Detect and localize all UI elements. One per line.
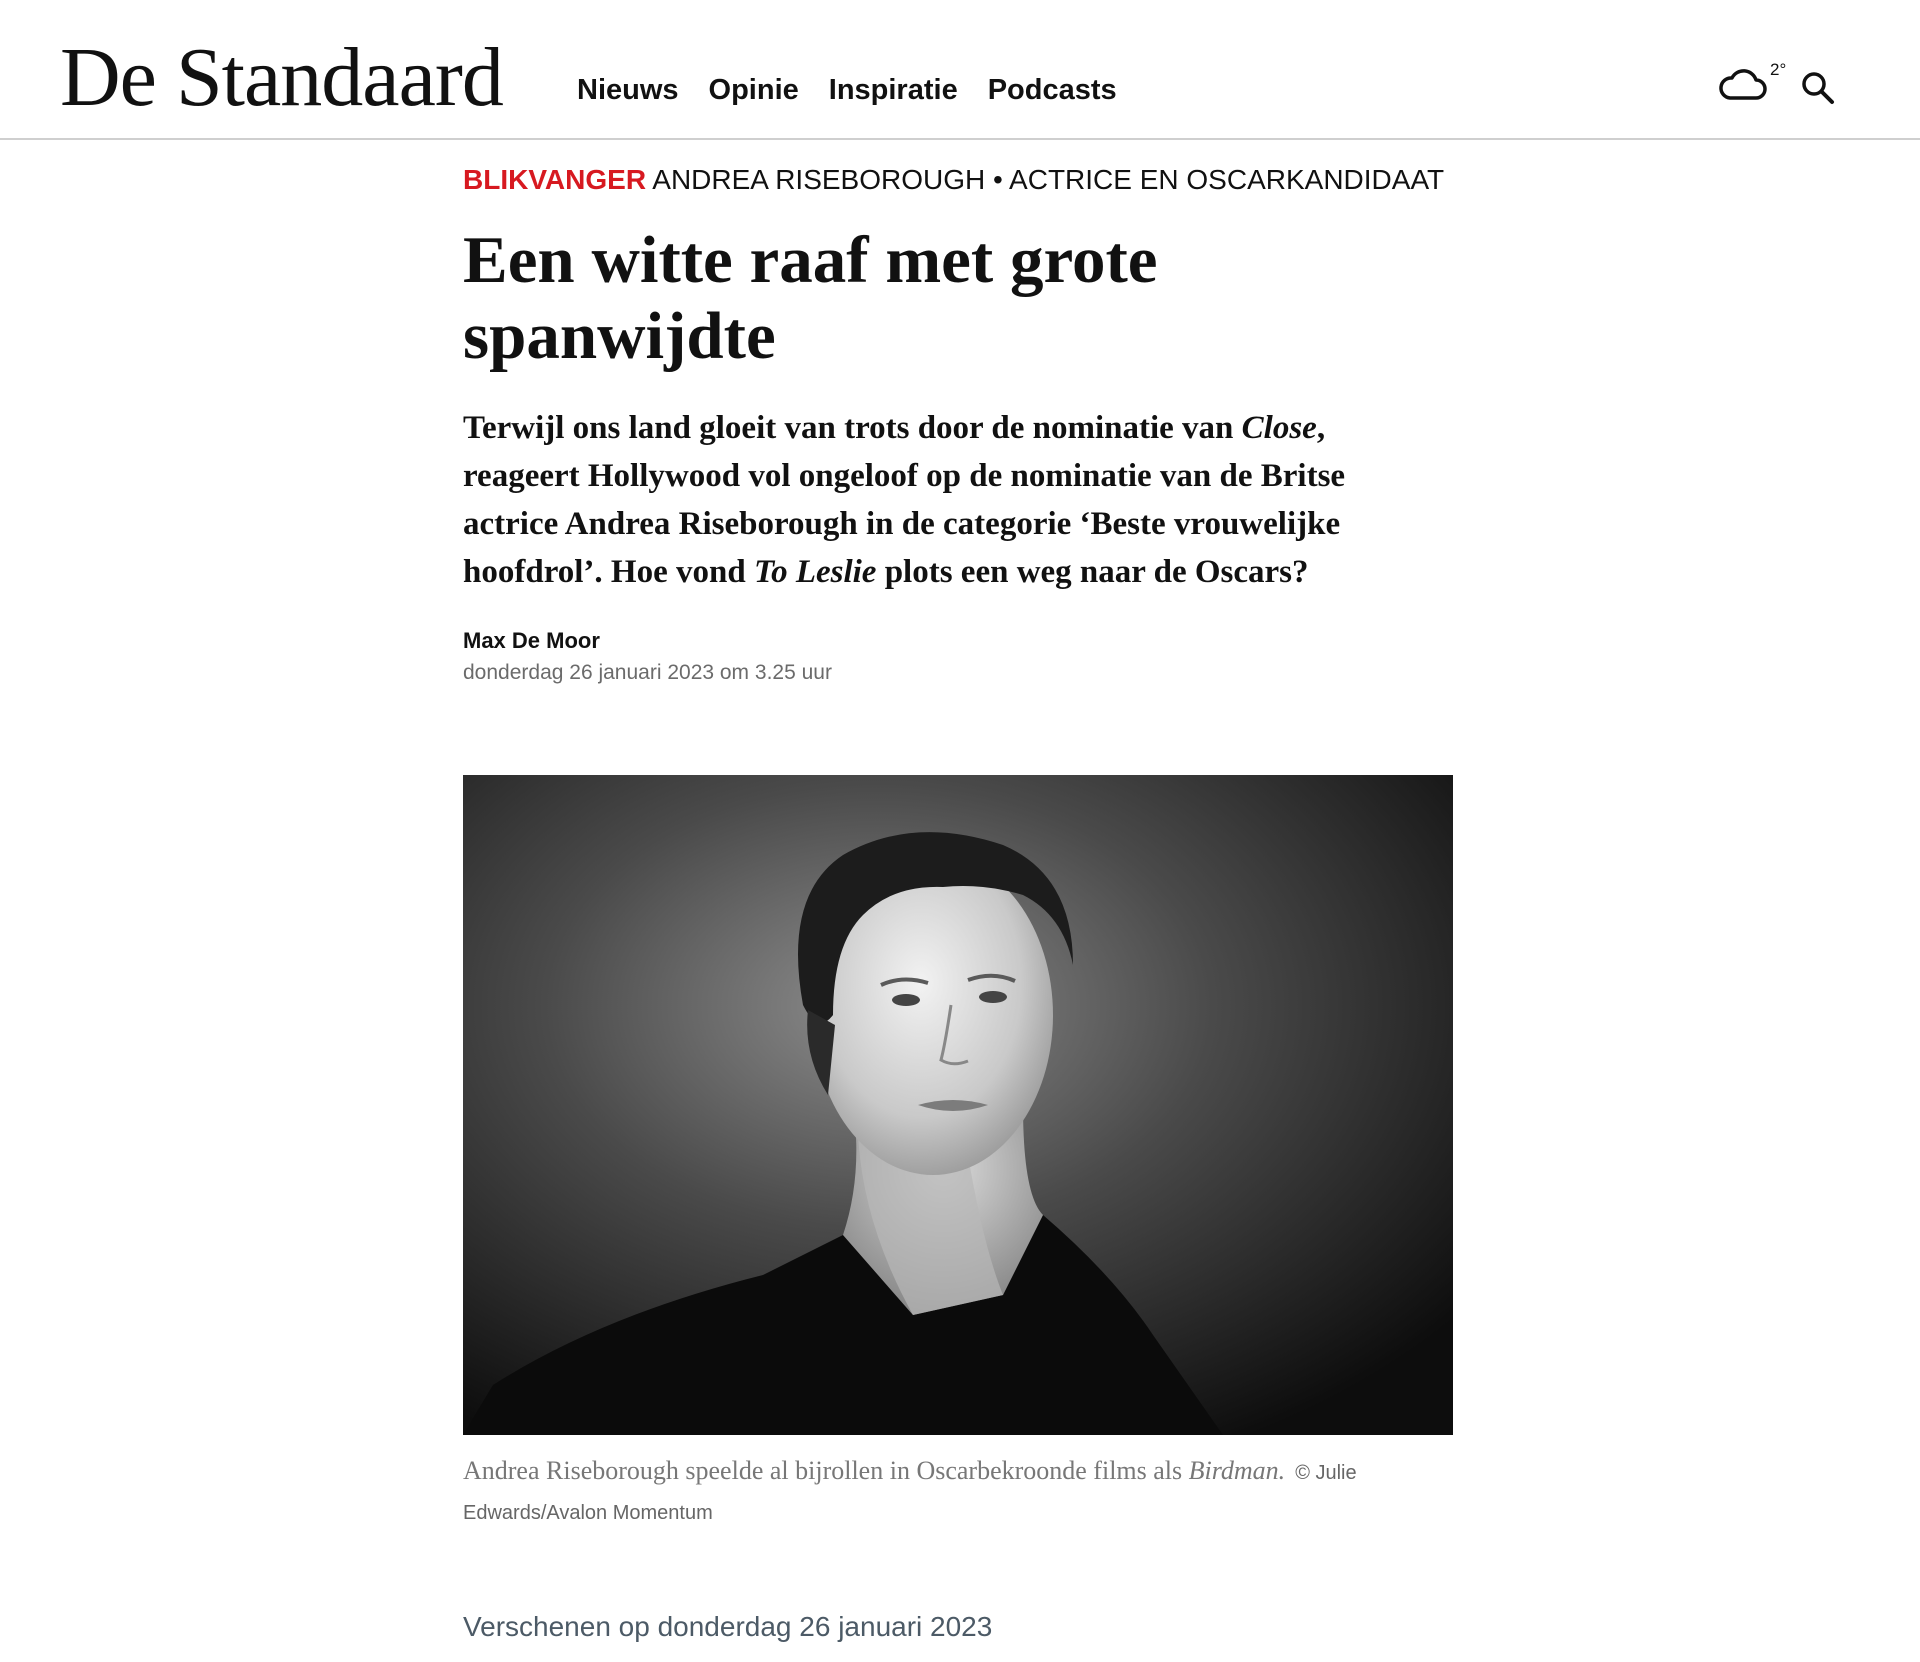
nav-item-nieuws[interactable]: Nieuws	[577, 74, 679, 106]
caption-film-title: Birdman.	[1188, 1456, 1286, 1485]
lead-text-3: plots een weg naar de Oscars?	[876, 554, 1309, 590]
nav-item-inspiratie[interactable]: Inspiratie	[828, 74, 958, 106]
article	[463, 160, 1453, 688]
cloud-icon	[1718, 68, 1768, 102]
site-logo[interactable]: De Standaard	[60, 31, 503, 124]
photo-credit: © Julie Edwards/Avalon Momentum	[463, 1462, 1357, 1524]
search-icon	[1800, 70, 1836, 106]
article-author[interactable]: Max De Moor	[463, 628, 600, 653]
kicker-text: ANDREA RISEBOROUGH • ACTRICE EN OSCARKANDIDAAT	[652, 164, 1445, 195]
site-header	[0, 0, 1920, 140]
lead-text-2: , reageert Hollywood vol ongeloof op de nominatie van de Britse actrice Andrea Riseborough in de categorie ‘Beste vrouwelijke hoofdrol’. Hoe vond	[463, 410, 1346, 590]
weather-temperature: 2°	[1770, 60, 1787, 79]
main-nav	[577, 70, 1117, 110]
nav-item-podcasts[interactable]: Podcasts	[987, 74, 1117, 106]
photo-caption	[463, 1452, 1453, 1532]
kicker-tag[interactable]: BLIKVANGER	[463, 164, 647, 195]
weather-widget[interactable]	[1718, 60, 1790, 106]
lead-text-1: Terwijl ons land gloeit van trots door de nominatie van	[463, 410, 1242, 446]
article-date: donderdag 26 januari 2023 om 3.25 uur	[463, 661, 832, 684]
nav-item-opinie[interactable]: Opinie	[708, 74, 799, 106]
article-headline: Een witte raaf met grote spanwijdte	[463, 223, 1158, 373]
article-photo[interactable]	[463, 775, 1453, 1435]
published-date: Verschenen op donderdag 26 januari 2023	[463, 1611, 993, 1642]
article-lead	[463, 404, 1423, 596]
portrait-image	[463, 775, 1453, 1435]
search-button[interactable]	[1800, 70, 1836, 106]
lead-film-title-to-leslie: To Leslie	[753, 554, 877, 590]
lead-film-title-close: Close	[1241, 410, 1317, 446]
caption-text: Andrea Riseborough speelde al bijrollen in Oscarbekroonde films als	[463, 1456, 1189, 1485]
article-kicker	[463, 160, 1453, 200]
